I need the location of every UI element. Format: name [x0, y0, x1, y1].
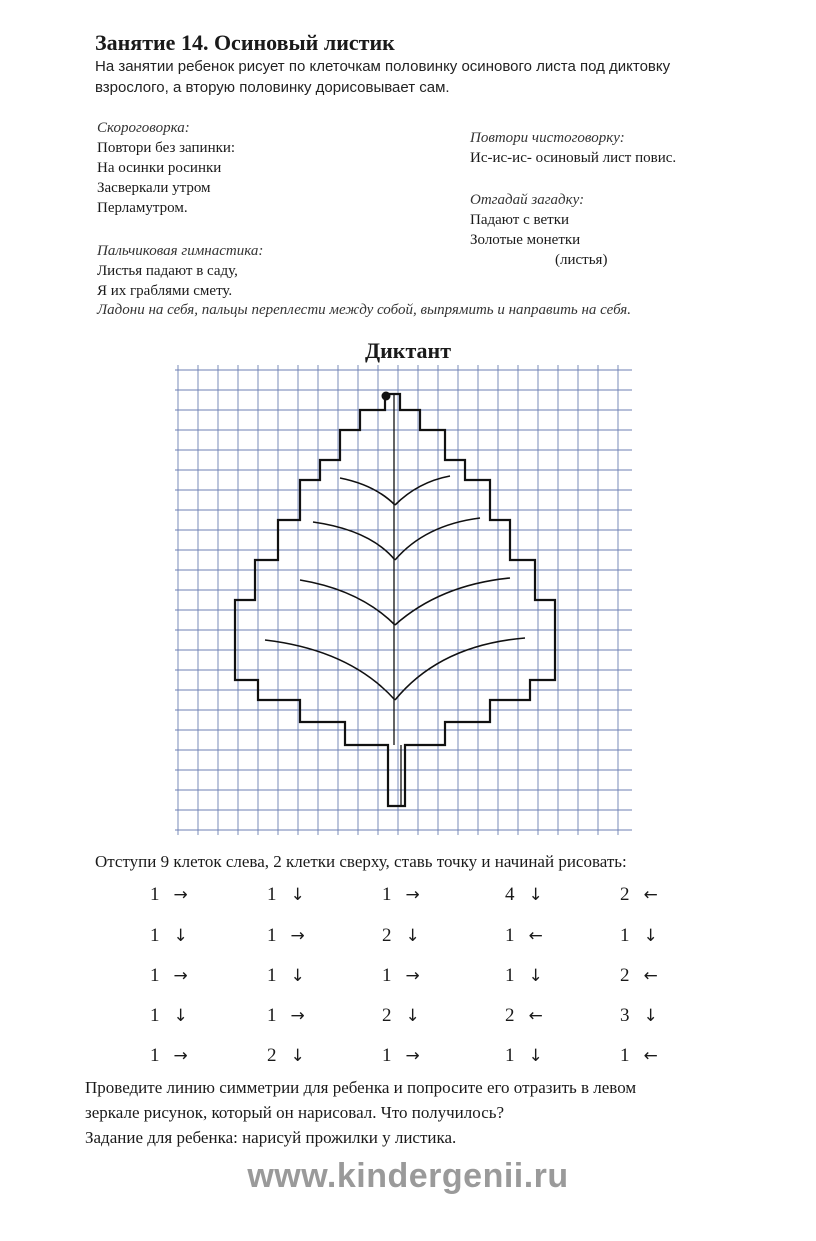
- arrow-right-icon: →: [290, 1006, 305, 1026]
- step-cell: [267, 1005, 305, 1027]
- arrow-right-icon: →: [173, 885, 188, 905]
- finger-gym-line: Листья падают в саду,: [97, 263, 238, 279]
- step-count: 2: [382, 1005, 392, 1026]
- finger-gym-note: Ладони на себя, пальцы переплести между собой, выпрямить и направить на себя.: [97, 302, 631, 318]
- arrow-left-icon: ←: [643, 1046, 658, 1066]
- step-count: 1: [382, 1045, 392, 1066]
- arrow-right-icon: →: [173, 1046, 188, 1066]
- step-cell: [150, 965, 188, 987]
- riddle-line: Падают с ветки: [470, 212, 570, 228]
- step-count: 2: [505, 1005, 515, 1026]
- step-cell: [620, 925, 658, 947]
- step-count: 1: [150, 884, 160, 905]
- arrow-down-icon: ↓: [173, 1006, 188, 1026]
- arrow-down-icon: ↓: [528, 966, 543, 986]
- arrow-down-icon: ↓: [528, 1046, 543, 1066]
- step-count: 2: [267, 1045, 277, 1066]
- step-cell: [620, 1045, 658, 1067]
- step-count: 1: [267, 884, 277, 905]
- step-cell: [620, 884, 658, 906]
- step-cell: [267, 884, 305, 906]
- step-count: 1: [150, 925, 160, 946]
- step-count: 1: [620, 925, 630, 946]
- step-count: 2: [382, 925, 392, 946]
- step-count: 1: [505, 925, 515, 946]
- step-count: 1: [620, 1045, 630, 1066]
- arrow-right-icon: →: [405, 1046, 420, 1066]
- step-count: 4: [505, 884, 515, 905]
- start-point: [382, 392, 391, 401]
- step-count: 1: [382, 884, 392, 905]
- step-cell: [505, 884, 543, 906]
- arrow-left-icon: ←: [528, 1006, 543, 1026]
- arrow-left-icon: ←: [528, 926, 543, 946]
- step-count: 2: [620, 965, 630, 986]
- arrow-down-icon: ↓: [643, 926, 658, 946]
- step-cell: [620, 1005, 658, 1027]
- riddle-heading: Отгадай загадку:: [470, 192, 585, 208]
- intro-line-1: На занятии ребенок рисует по клеточкам половинку осинового листа под диктовку: [95, 58, 671, 75]
- pure-phrase-line: Ис-ис-ис- осиновый лист повис.: [470, 150, 677, 166]
- arrow-down-icon: ↓: [290, 966, 305, 986]
- arrow-down-icon: ↓: [290, 1046, 305, 1066]
- step-cell: [382, 884, 420, 906]
- dictation-title: Диктант: [364, 338, 452, 363]
- step-cell: [505, 1045, 543, 1067]
- arrow-down-icon: ↓: [643, 1006, 658, 1026]
- step-cell: [267, 925, 305, 947]
- step-cell: [382, 925, 420, 947]
- step-cell: [620, 965, 658, 987]
- riddle-line: Золотые монетки: [470, 232, 581, 248]
- arrow-right-icon: →: [173, 966, 188, 986]
- step-cell: [267, 965, 305, 987]
- step-cell: [382, 1045, 420, 1067]
- step-cell: [505, 925, 543, 947]
- dictation-instruction: Отступи 9 клеток слева, 2 клетки сверху, ставь точку и начинай рисовать:: [95, 852, 627, 871]
- pure-phrase-heading: Повтори чистоговорку:: [470, 130, 625, 146]
- step-count: 1: [505, 1045, 515, 1066]
- outro-line-3: Задание для ребенка: нарисуй прожилки у листика.: [85, 1128, 457, 1147]
- arrow-right-icon: →: [290, 926, 305, 946]
- tongue-twister-line: На осинки росинки: [97, 160, 222, 176]
- step-cell: [382, 965, 420, 987]
- intro-line-2: взрослого, а вторую половинку дорисовывает сам.: [95, 79, 450, 96]
- arrow-down-icon: ↓: [528, 885, 543, 905]
- arrow-left-icon: ←: [643, 885, 658, 905]
- outro-line-1: Проведите линию симметрии для ребенка и попросите его отразить в левом: [85, 1078, 637, 1097]
- step-cell: [505, 1005, 543, 1027]
- page-title: Занятие 14. Осиновый листик: [95, 30, 395, 55]
- step-cell: [150, 884, 188, 906]
- step-cell: [505, 965, 543, 987]
- step-count: 1: [150, 1005, 160, 1026]
- arrow-down-icon: ↓: [173, 926, 188, 946]
- step-count: 2: [620, 884, 630, 905]
- step-cell: [267, 1045, 305, 1067]
- leaf-midrib: [394, 394, 401, 806]
- arrow-right-icon: →: [405, 966, 420, 986]
- step-count: 1: [150, 965, 160, 986]
- step-count: 1: [267, 965, 277, 986]
- step-count: 1: [505, 965, 515, 986]
- arrow-right-icon: →: [405, 885, 420, 905]
- step-count: 3: [620, 1005, 630, 1026]
- tongue-twister-line: Засверкали утром: [97, 180, 211, 196]
- step-cell: [150, 1045, 188, 1067]
- outro-line-2: зеркале рисунок, который он нарисовал. Что получилось?: [85, 1103, 505, 1122]
- step-count: 1: [267, 1005, 277, 1026]
- tongue-twister-line: Повтори без запинки:: [97, 140, 236, 156]
- riddle-answer: (листья): [555, 252, 608, 268]
- leaf-outline: [235, 394, 555, 806]
- finger-gym-heading: Пальчиковая гимнастика:: [97, 243, 264, 259]
- step-cell: [382, 1005, 420, 1027]
- step-count: 1: [150, 1045, 160, 1066]
- step-count: 1: [267, 925, 277, 946]
- tongue-twister-line: Перламутром.: [97, 200, 188, 216]
- step-cell: [150, 925, 188, 947]
- step-count: 1: [382, 965, 392, 986]
- website-watermark: www.kindergenii.ru: [247, 1157, 569, 1195]
- tongue-twister-heading: Скороговорка:: [97, 120, 190, 136]
- arrow-down-icon: ↓: [405, 926, 420, 946]
- finger-gym-line: Я их граблями смету.: [97, 283, 233, 299]
- arrow-left-icon: ←: [643, 966, 658, 986]
- leaf-drawing: [235, 392, 555, 807]
- arrow-down-icon: ↓: [290, 885, 305, 905]
- arrow-down-icon: ↓: [405, 1006, 420, 1026]
- step-cell: [150, 1005, 188, 1027]
